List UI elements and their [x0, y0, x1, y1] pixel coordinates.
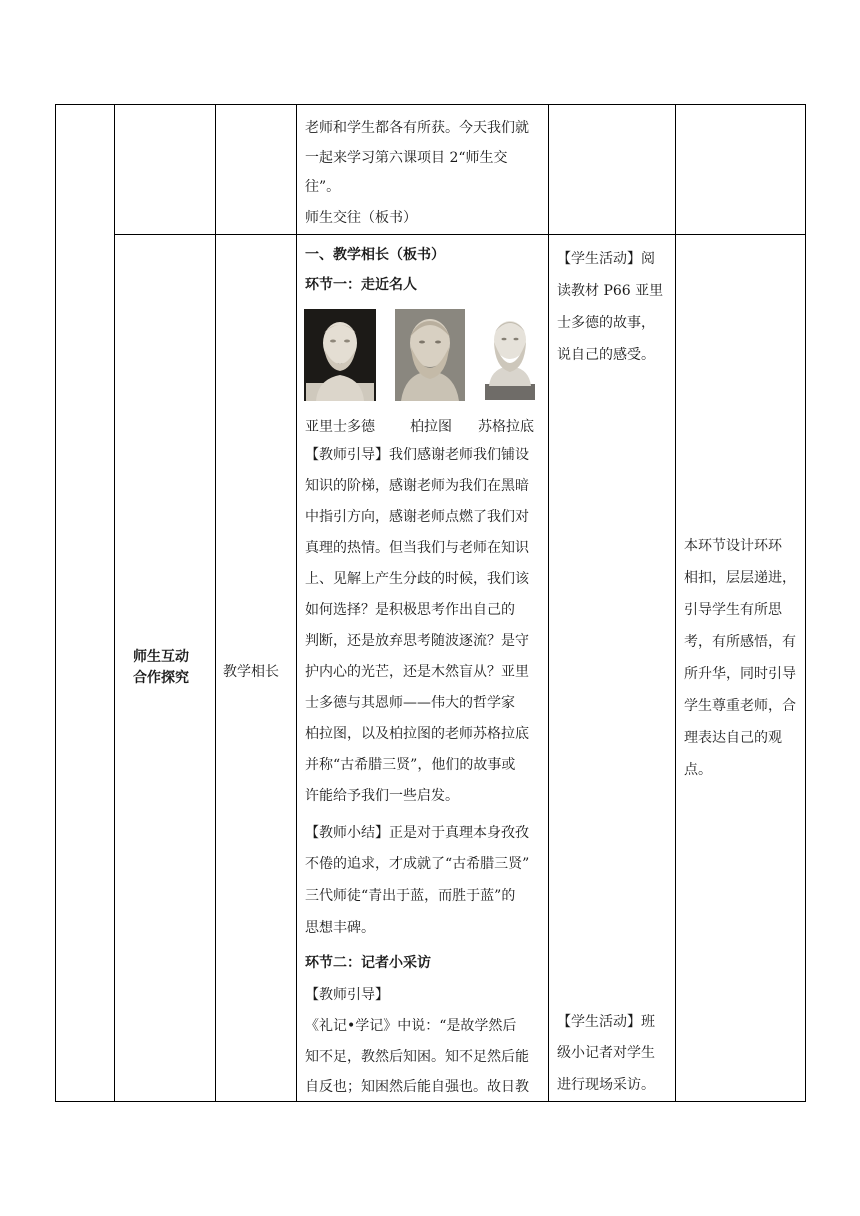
- paragraph-line: 不倦的追求，才成就了“古希腊三贤”: [305, 856, 530, 872]
- table-col-line-6: [675, 104, 676, 1102]
- section-subheading: 环节一：走近名人: [305, 277, 417, 293]
- stage-label: 合作探究: [133, 670, 189, 686]
- paragraph-line: 【教师小结】正是对于真理本身孜孜: [305, 825, 529, 841]
- paragraph-line: 自反也；知困然后能自强也。故日教: [305, 1079, 529, 1095]
- topic-label: 教学相长: [223, 664, 279, 680]
- paragraph-line: 知不足，教然后知困。知不足然后能: [305, 1049, 529, 1065]
- paragraph-line: 《礼记•学记》中说：“是故学然后: [305, 1018, 517, 1034]
- plato-bust-image: [395, 309, 465, 401]
- socrates-bust-image: [481, 312, 539, 400]
- paragraph-line: 【教师引导】: [305, 987, 389, 1003]
- table-col-line-5: [548, 104, 549, 1102]
- design-line: 引导学生有所思: [684, 602, 782, 618]
- table-col-line-1: [55, 104, 56, 1102]
- activity-line: 进行现场采访。: [557, 1077, 655, 1093]
- row1-line: 师生交往（板书）: [305, 210, 417, 226]
- table-col-line-3: [215, 104, 216, 1102]
- aristotle-bust-image: [304, 309, 376, 401]
- paragraph-line: 【教师引导】我们感谢老师我们铺设: [305, 447, 529, 463]
- paragraph-line: 上、见解上产生分歧的时候，我们该: [305, 571, 529, 587]
- bust-caption-socrates: 苏格拉底: [478, 419, 534, 435]
- activity-line: 说自己的感受。: [557, 347, 655, 363]
- paragraph-line: 柏拉图，以及柏拉图的老师苏格拉底: [305, 726, 529, 742]
- paragraph-line: 知识的阶梯，感谢老师为我们在黑暗: [305, 478, 529, 494]
- design-line: 本环节设计环环: [684, 538, 782, 554]
- row1-line: 往”。: [305, 179, 341, 195]
- table-col-line-4: [296, 104, 297, 1102]
- section-subheading: 环节二：记者小采访: [305, 955, 431, 971]
- design-line: 点。: [684, 762, 712, 778]
- stage-label: 师生互动: [133, 649, 189, 665]
- table-row-divider: [114, 234, 806, 235]
- paragraph-line: 许能给予我们一些启发。: [305, 788, 459, 804]
- bust-caption-plato: 柏拉图: [410, 419, 452, 435]
- paragraph-line: 三代师徒“青出于蓝，而胜于蓝”的: [305, 888, 516, 904]
- activity-line: 士多德的故事，: [557, 315, 655, 331]
- design-line: 考，有所感悟，有: [684, 634, 796, 650]
- design-line: 学生尊重老师，合: [684, 698, 796, 714]
- design-line: 相扣，层层递进，: [684, 570, 796, 586]
- activity-line: 【学生活动】阅: [557, 251, 655, 267]
- activity-line: 【学生活动】班: [557, 1014, 655, 1030]
- paragraph-line: 中指引方向，感谢老师点燃了我们对: [305, 509, 529, 525]
- paragraph-line: 判断，还是放弃思考随波逐流？是守: [305, 633, 529, 649]
- paragraph-line: 真理的热情。但当我们与老师在知识: [305, 540, 529, 556]
- row1-line: 一起来学习第六课项目 2“师生交: [305, 150, 508, 166]
- paragraph-line: 思想丰碑。: [305, 920, 375, 936]
- paragraph-line: 如何选择？是积极思考作出自己的: [305, 602, 515, 618]
- table-col-line-2: [114, 104, 115, 1102]
- design-line: 所升华，同时引导: [684, 666, 796, 682]
- table-col-line-7: [805, 104, 806, 1102]
- paragraph-line: 并称“古希腊三贤”，他们的故事或: [305, 757, 516, 773]
- section-heading: 一、教学相长（板书）: [305, 247, 445, 263]
- bust-caption-aristotle: 亚里士多德: [305, 419, 375, 435]
- activity-line: 读教材 P66 亚里: [557, 283, 664, 299]
- paragraph-line: 士多德与其恩师——伟大的哲学家: [305, 695, 515, 711]
- activity-line: 级小记者对学生: [557, 1045, 655, 1061]
- paragraph-line: 护内心的光芒，还是木然盲从？亚里: [305, 664, 529, 680]
- design-line: 理表达自己的观: [684, 730, 782, 746]
- row1-line: 老师和学生都各有所获。今天我们就: [305, 120, 529, 136]
- table-border-top: [55, 104, 806, 105]
